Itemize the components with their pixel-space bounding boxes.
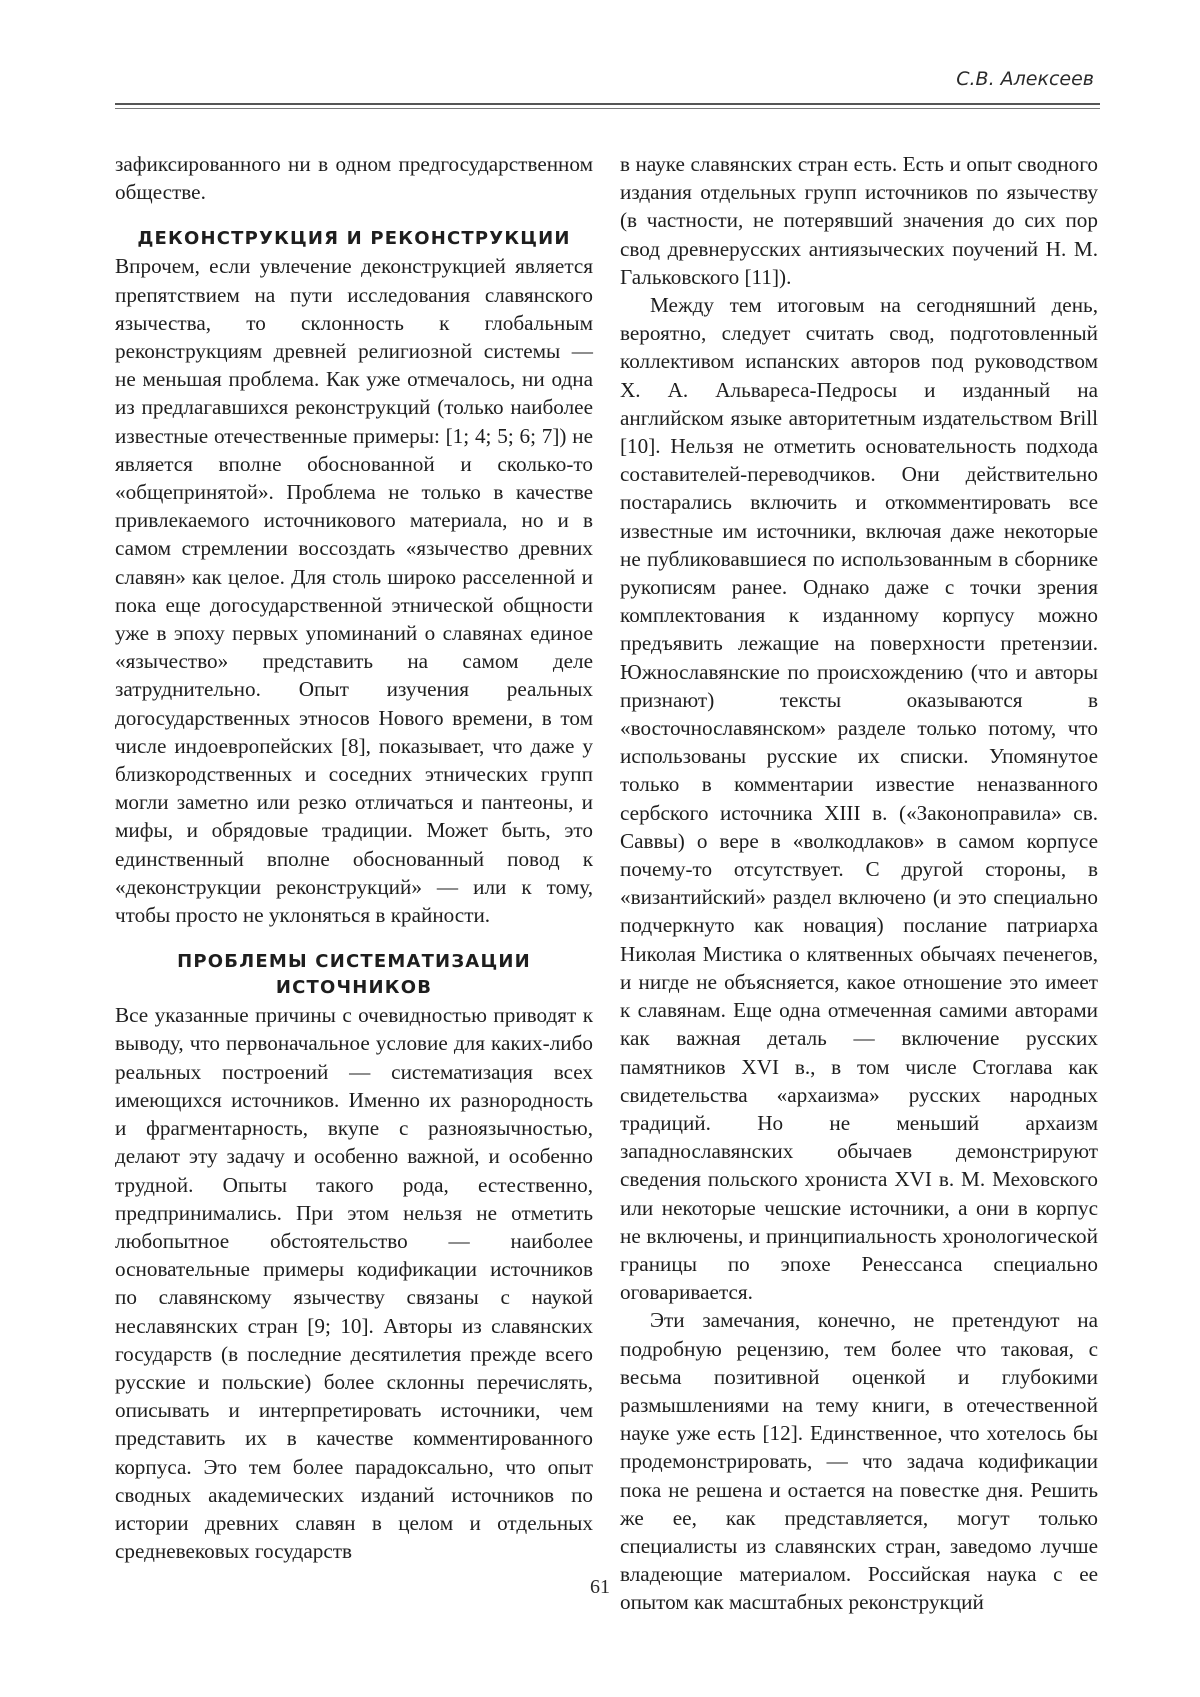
section-heading-systematization: ПРОБЛЕМЫ СИСТЕМАТИЗАЦИИ ИСТОЧНИКОВ [177,951,531,999]
paragraph-continued: в науке славянских стран есть. Есть и опыт сводного издания отдельных групп источников по язычеству (в частности, не потерявший значения до сих пор свод древнерусских антиязыческих поучений Н. М. Гальковского [11]). [620,152,1098,289]
section-heading-deconstruction: ДЕКОНСТРУКЦИЯ И РЕКОНСТРУКЦИИ [137,228,571,250]
right-column [620,150,1098,1617]
header-rule-thick [115,103,1100,105]
paragraph: Все указанные причины с очевидностью приводят к выводу, что первоначальное условие для каких-либо реальных построений — систематизация всех имеющихся источников. Именно их разнородность и фрагментарность, вкупе с разноязычностью, делают эту задачу и особенно важной, и особенно трудной. Опыты такого рода, естественно, предпринимались. При этом нельзя не отметить любопытное обстоятельство — наиболее основательные примеры кодификации источников по славянскому язычеству связаны с наукой неславянских стран [9; 10]. Авторы из славянских государств (в последние десятилетия прежде всего русские и польские) более склонны перечислять, описывать и интерпретировать источники, чем представить их в качестве комментированного корпуса. Это тем более парадоксально, что опыт сводных академических изданий источников по истории древних славян в целом и отдельных средневековых государств [115,1003,593,1564]
left-column [115,150,593,1565]
header-rule-thin [115,108,1100,109]
page-number: 61 [590,1576,610,1598]
paragraph: Между тем итоговым на сегодняшний день, вероятно, следует считать свод, подготовленный коллективом испанских авторов под руководством Х. А. Альвареса-Педросы и изданный на английском языке авторитетным издательством Brill [10]. Нельзя не отметить основательность подхода составителей-переводчиков. Они действительно постарались включить и откомментировать все известные им источники, включая даже некоторые не публиковавшиеся по использованным в сборнике рукописям ранее. Однако даже с точки зрения комплектования к изданному корпусу можно предъявить лежащие на поверхности претензии. Южнославянские по происхождению (что и авторы признают) тексты оказываются в «восточнославянском» разделе только потому, что использованы русские их списки. Упомянутое только в комментарии известие неназванного сербского источника XIII в. («Законоправила» св. Саввы) о вере в «волкодлаков» в самом корпусе почему-то отсутствует. С другой стороны, в «византийский» раздел включено (и это специально подчеркнуто как новация) послание патриарха Николая Мистика о клятвенных обычаях печенегов, и нигде не объясняется, какое отношение это имеет к славянам. Еще одна отмеченная самими авторами как важная деталь — включение русских памятников XVI в., в том числе Стоглава как свидетельства «архаизма» русских народных традиций. Но не меньший архаизм западнославянских обычаев демонстрируют сведения польского хрониста XVI в. М. Меховского или некоторые чешские источники, а они в корпус не включены, и принципиальность хронологической границы по эпохе Ренессанса специально оговаривается. [620,293,1098,1305]
paragraph: Впрочем, если увлечение деконструкцией является препятствием на пути исследования славянского язычества, то склонность к глобальным реконструкциям древней религиозной системы — не меньшая проблема. Как уже отмечалось, ни одна из предлагавшихся реконструкций (только наиболее известные отечественные примеры: [1; 4; 5; 6; 7]) не является вполне обоснованной и сколько-то «общепринятой». Проблема не только в качестве привлекаемого источникового материала, но и в самом стремлении воссоздать «язычество древних славян» как целое. Для столь широко расселенной и пока еще догосударственной этнической общности уже в эпоху первых упоминаний о славянах единое «язычество» представить на самом деле затруднительно. Опыт изучения реальных догосударственных этносов Нового времени, в том числе индоевропейских [8], показывает, что даже у близкородственных и соседних этнических групп могли заметно или резко отличаться и пантеоны, и мифы, и обрядовые традиции. Может быть, это единственный вполне обоснованный повод к «деконструкции реконструкций» — или к тому, чтобы просто не уклоняться в крайности. [115,254,593,928]
paragraph: Эти замечания, конечно, не претендуют на подробную рецензию, тем более что таковая, с весьма позитивной оценкой и глубокими размышлениями на тему книги, в отечественной науке уже есть [12]. Единственное, что хотелось бы продемонстрировать, — что задача кодификации пока не решена и остается на повестке дня. Решить же ее, как представляется, могут только специалисты из славянских стран, заведомо лучше владеющие материалом. Российская наука с ее опытом как масштабных реконструкций [620,1308,1098,1615]
paragraph-continued: зафиксированного ни в одном предгосударственном обществе. [115,152,593,205]
running-head-author: С.В. Алексеев [956,68,1094,90]
